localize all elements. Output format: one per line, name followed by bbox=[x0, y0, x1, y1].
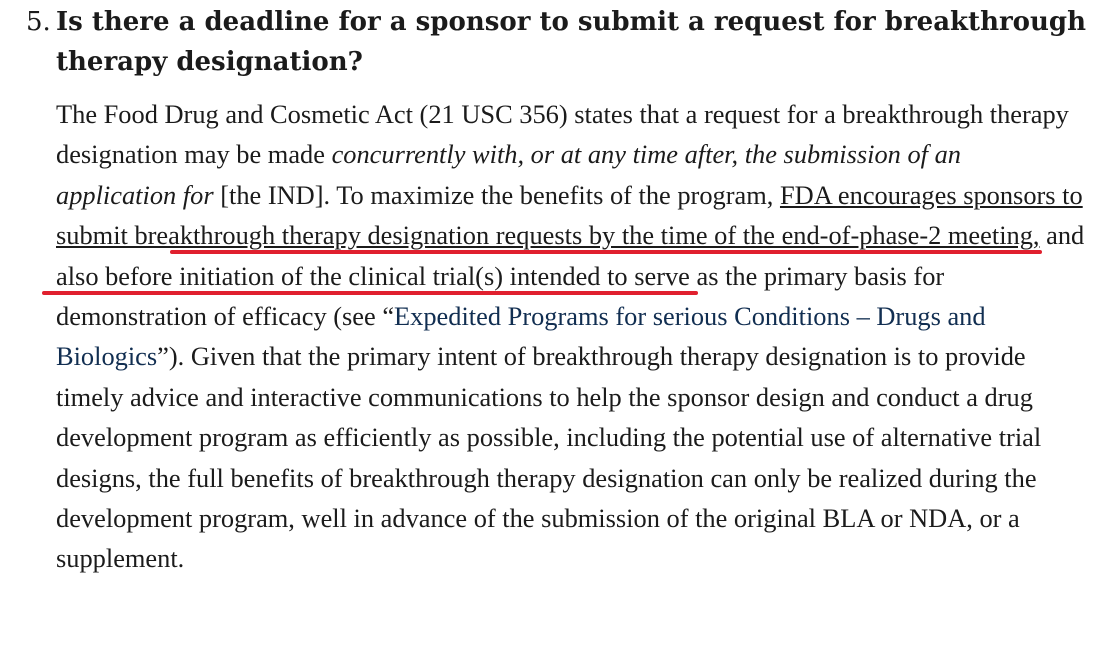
faq-item bbox=[26, 2, 1086, 579]
question-heading bbox=[26, 2, 1086, 82]
question-number: 5. bbox=[26, 7, 51, 37]
answer-text-part4: ”). Given that the primary intent of breakthrough therapy designation is to provide timely advice and interactive communications to help the sponsor design and conduct a drug development program as efficiently as possible, including the potential use of alternative trial designs, the full benefits of breakthrough therapy designation can only be realized during the development program, well in advance of the submission of the original BLA or NDA, or a supplement. bbox=[56, 341, 1042, 574]
expedited-programs-link[interactable]: Expedited Programs for serious Conditions – Drugs and Biologics bbox=[56, 301, 986, 372]
answer-text-part1: The Food Drug and Cosmetic Act (21 USC 356) states that a request for a breakthrough therapy designation may be made bbox=[56, 99, 1069, 170]
highlighted-recommendation: FDA encourages sponsors to submit breakthrough therapy designation requests by the time of the end-of-phase-2 meeting, bbox=[56, 179, 1083, 251]
answer-paragraph bbox=[56, 94, 1086, 579]
answer-text-part2: [the IND]. To maximize the benefits of the program, bbox=[213, 179, 780, 210]
answer-text-part3: and also before initiation of the clinical trial(s) intended to serve as the primary basis for demonstration of efficacy (see “ bbox=[56, 220, 1085, 332]
question-text: Is there a deadline for a sponsor to submit a request for breakthrough therapy designation? bbox=[56, 7, 1086, 77]
answer-italic-quote: concurrently with, or at any time after, the submission of an application for bbox=[56, 139, 961, 210]
